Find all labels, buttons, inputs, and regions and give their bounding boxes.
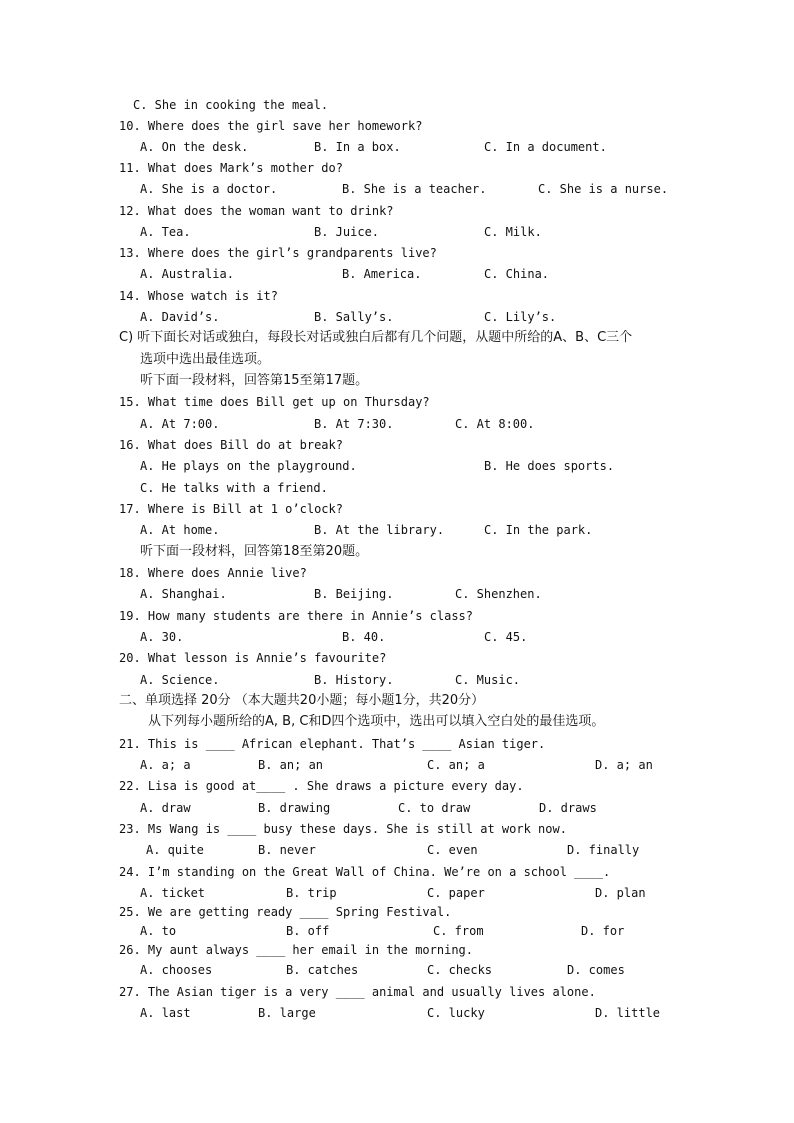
- answer-option: C. Lily’s.: [484, 310, 557, 324]
- question-text: 19. How many students are there in Annie’s class?: [119, 609, 474, 623]
- question-text: 20. What lesson is Annie’s favourite?: [119, 651, 387, 665]
- answer-option: B. an; an: [258, 758, 324, 772]
- question-text: 16. What does Bill do at break?: [119, 438, 343, 452]
- section-instruction: C) 听下面长对话或独白，每段长对话或独白后都有几个问题，从题中所给的A、B、C三个: [119, 330, 633, 345]
- answer-option: C. He talks with a friend.: [140, 481, 328, 495]
- answer-option: A. At home.: [140, 523, 220, 537]
- section-instruction: 听下面一段材料，回答第15至第17题。: [140, 373, 369, 388]
- answer-option: A. On the desk.: [140, 140, 249, 154]
- answer-option: C. 45.: [484, 630, 528, 644]
- answer-option: C. lucky: [427, 1006, 485, 1020]
- answer-option: C. checks: [427, 963, 493, 977]
- answer-option: D. little: [595, 1006, 661, 1020]
- answer-option: A. chooses: [140, 963, 213, 977]
- answer-option: C. At 8:00.: [455, 417, 535, 431]
- question-text: 24. I’m standing on the Great Wall of China. We’re on a school ____.: [119, 865, 611, 879]
- answer-option: C. an; a: [427, 758, 485, 772]
- answer-option: A. David’s.: [140, 310, 220, 324]
- answer-option: A. At 7:00.: [140, 417, 220, 431]
- question-text: 27. The Asian tiger is a very ____ animal and usually lives alone.: [119, 985, 596, 999]
- answer-option: C. China.: [484, 267, 550, 281]
- answer-option: A. 30.: [140, 630, 184, 644]
- answer-option: B. Beijing.: [314, 587, 394, 601]
- answer-option: B. In a box.: [314, 140, 401, 154]
- answer-option: C. even: [427, 843, 478, 857]
- question-text: 15. What time does Bill get up on Thursday?: [119, 395, 430, 409]
- answer-option: C. She is a nurse.: [538, 182, 669, 196]
- question-text: 26. My aunt always ____ her email in the morning.: [119, 943, 474, 957]
- answer-option: A. Science.: [140, 673, 220, 687]
- question-text: 12. What does the woman want to drink?: [119, 204, 394, 218]
- answer-option: A. quite: [146, 843, 204, 857]
- answer-option: C. Milk.: [484, 225, 542, 239]
- answer-option: A. draw: [140, 801, 191, 815]
- answer-option: A. Australia.: [140, 267, 234, 281]
- answer-option: D. draws: [539, 801, 597, 815]
- question-text: 22. Lisa is good at____ . She draws a picture every day.: [119, 779, 524, 793]
- answer-option: A. to: [140, 924, 177, 938]
- question-text: 11. What does Mark’s mother do?: [119, 161, 343, 175]
- question-text: 14. Whose watch is it?: [119, 289, 278, 303]
- answer-option: B. large: [258, 1006, 316, 1020]
- answer-option: C. She in cooking the meal.: [133, 98, 329, 112]
- answer-option: B. drawing: [258, 801, 331, 815]
- answer-option: A. Shanghai.: [140, 587, 227, 601]
- answer-option: D. comes: [567, 963, 625, 977]
- answer-option: C. Shenzhen.: [455, 587, 542, 601]
- question-text: 25. We are getting ready ____ Spring Festival.: [119, 905, 452, 919]
- answer-option: C. In the park.: [484, 523, 593, 537]
- answer-option: B. trip: [286, 886, 337, 900]
- answer-option: C. paper: [427, 886, 485, 900]
- answer-option: B. off: [286, 924, 330, 938]
- answer-option: B. She is a teacher.: [342, 182, 487, 196]
- question-text: 23. Ms Wang is ____ busy these days. She is still at work now.: [119, 822, 567, 836]
- answer-option: A. Tea.: [140, 225, 191, 239]
- answer-option: A. He plays on the playground.: [140, 459, 357, 473]
- answer-option: B. Sally’s.: [314, 310, 394, 324]
- answer-option: D. plan: [595, 886, 646, 900]
- question-text: 18. Where does Annie live?: [119, 566, 307, 580]
- answer-option: B. catches: [286, 963, 359, 977]
- answer-option: D. a; an: [595, 758, 653, 772]
- answer-option: B. At the library.: [314, 523, 445, 537]
- answer-option: A. last: [140, 1006, 191, 1020]
- answer-option: C. to draw: [398, 801, 471, 815]
- answer-option: C. Music.: [455, 673, 521, 687]
- section-instruction: 选项中选出最佳选项。: [140, 352, 271, 367]
- answer-option: D. for: [581, 924, 625, 938]
- question-text: 17. Where is Bill at 1 o’clock?: [119, 502, 343, 516]
- answer-option: A. She is a doctor.: [140, 182, 278, 196]
- answer-option: B. 40.: [342, 630, 386, 644]
- question-text: 13. Where does the girl’s grandparents live?: [119, 246, 437, 260]
- answer-option: C. from: [433, 924, 484, 938]
- question-text: 10. Where does the girl save her homework?: [119, 119, 423, 133]
- answer-option: D. finally: [567, 843, 640, 857]
- question-text: 21. This is ____ African elephant. That’s ____ Asian tiger.: [119, 737, 546, 751]
- section-instruction: 听下面一段材料，回答第18至第20题。: [140, 544, 369, 559]
- answer-option: A. a; a: [140, 758, 191, 772]
- answer-option: B. never: [258, 843, 316, 857]
- answer-option: B. He does sports.: [484, 459, 615, 473]
- answer-option: C. In a document.: [484, 140, 607, 154]
- answer-option: B. Juice.: [314, 225, 380, 239]
- answer-option: A. ticket: [140, 886, 206, 900]
- answer-option: B. America.: [342, 267, 422, 281]
- answer-option: B. At 7:30.: [314, 417, 394, 431]
- section-instruction: 从下列每小题所给的A, B, C和D四个选项中，选出可以填入空白处的最佳选项。: [148, 714, 605, 729]
- section-instruction: 二、单项选择 20分 （本大题共20小题；每小题1分，共20分）: [119, 693, 485, 708]
- answer-option: B. History.: [314, 673, 394, 687]
